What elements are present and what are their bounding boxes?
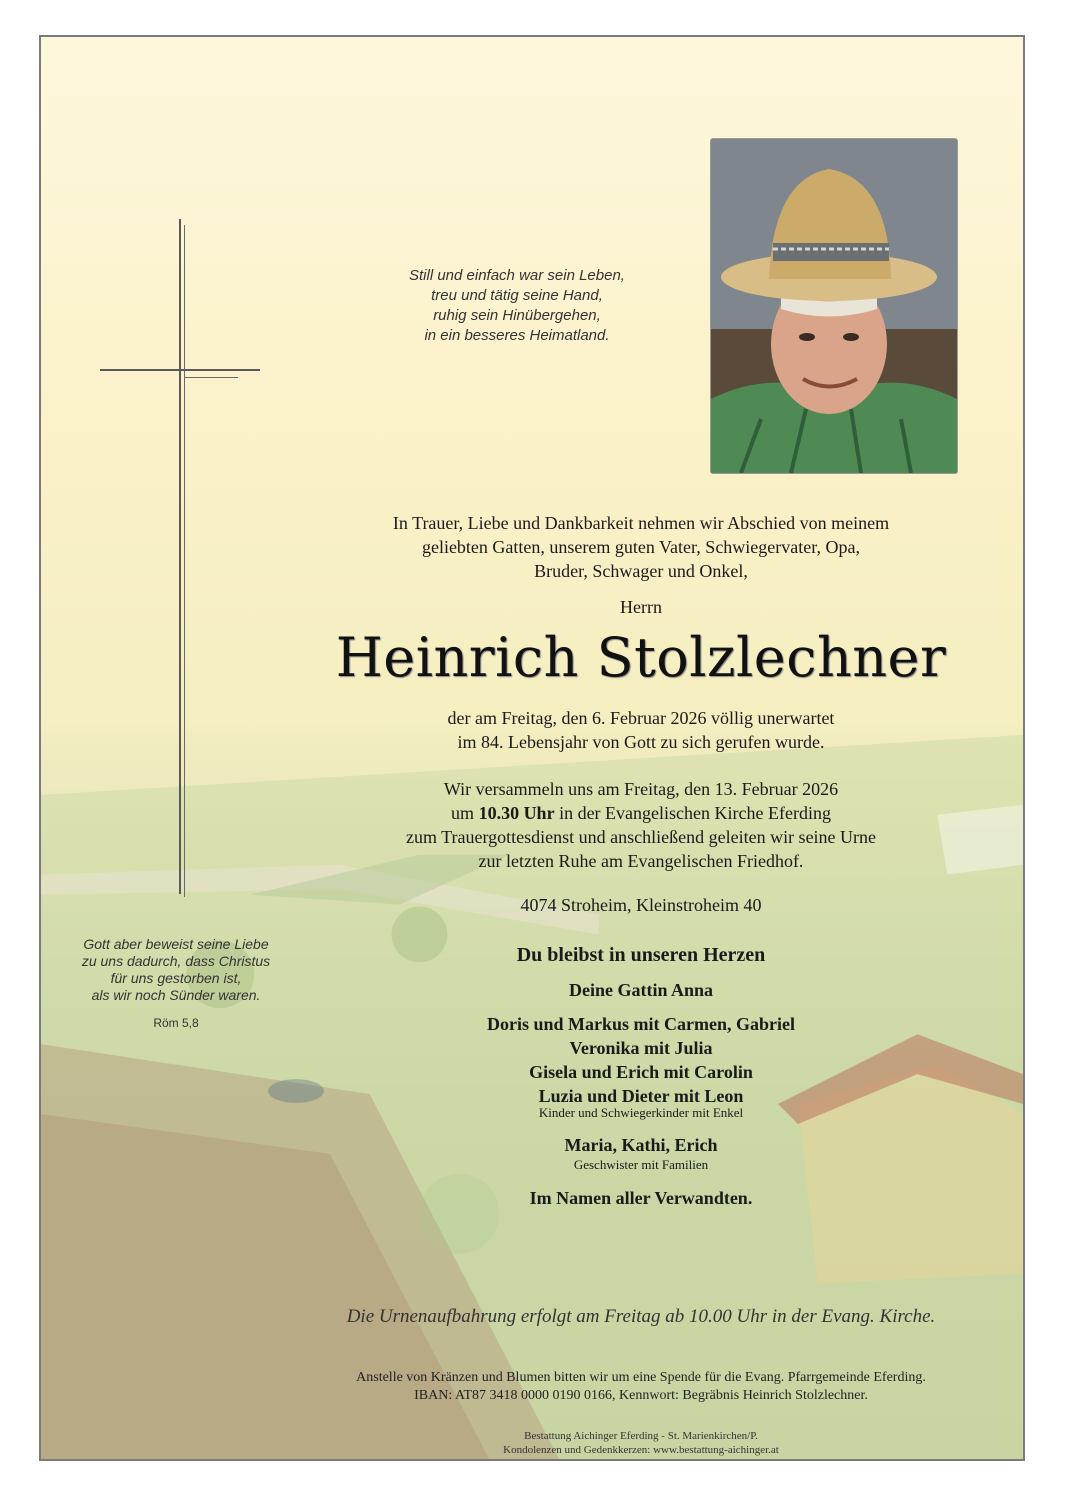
family-children [311, 1012, 971, 1108]
quote-line: zu uns dadurch, dass Christus [81, 953, 271, 969]
children-note: Kinder und Schwiegerkinder mit Enkel [538, 1105, 744, 1120]
footer-line: Bestattung Aichinger Eferding - St. Marienkirchen/P. [524, 1430, 758, 1442]
funeral-home-footer [321, 1429, 961, 1457]
intro-line: Bruder, Schwager und Onkel, [534, 561, 748, 581]
intro-line: geliebten Gatten, unserem guten Vater, Schwiegervater, Opa, [421, 537, 861, 557]
death-line: im 84. Lebensjahr von Gott zu sich gerufen wurde. [457, 732, 825, 752]
donation-note [281, 1369, 1001, 1405]
funeral-line [311, 801, 971, 825]
funeral-line: zur letzten Ruhe am Evangelischen Friedhof. [478, 851, 804, 871]
intro-line: In Trauer, Liebe und Dankbarkeit nehmen wir Abschied von meinem [392, 513, 890, 533]
poem-line: treu und tätig seine Hand, [431, 287, 603, 304]
family-relatives: Im Namen aller Verwandten. [529, 1188, 753, 1208]
death-notice [311, 706, 971, 754]
poem-line: ruhig sein Hinübergehen, [433, 307, 601, 324]
deceased-name: Heinrich Stolzlechner [335, 626, 947, 689]
death-line: der am Freitag, den 6. Februar 2026 völlig unerwartet [447, 708, 835, 728]
funeral-time: 10.30 Uhr [478, 803, 555, 823]
child-line: Doris und Markus mit Carmen, Gabriel [487, 1014, 795, 1034]
salutation: Herrn [620, 597, 662, 617]
family-heading: Du bleibst in unseren Herzen [516, 944, 766, 966]
quote-line: Gott aber beweist seine Liebe [83, 936, 269, 952]
funeral-line: Wir versammeln uns am Freitag, den 13. Februar 2026 [443, 779, 839, 799]
donation-line: IBAN: AT87 3418 0000 0190 0166, Kennwort: Begräbnis Heinrich Stolzlechner. [414, 1388, 868, 1403]
urn-viewing-note: Die Urnenaufbahrung erfolgt am Freitag ab 10.00 Uhr in der Evang. Kirche. [346, 1306, 936, 1327]
address: 4074 Stroheim, Kleinstroheim 40 [520, 895, 762, 915]
cross-vertical-shadow [184, 225, 185, 897]
funeral-details [311, 777, 971, 873]
intro-text [311, 511, 971, 583]
child-line: Gisela und Erich mit Carolin [529, 1062, 753, 1082]
family-wife: Deine Gattin Anna [568, 980, 714, 1000]
child-line: Luzia und Dieter mit Leon [538, 1086, 744, 1106]
cross-horizontal-bar [100, 369, 260, 371]
siblings-note: Geschwister mit Familien [573, 1157, 709, 1172]
bible-quote [61, 936, 291, 1004]
footer-line: Kondolenzen und Gedenkkerzen: www.bestattung-aichinger.at [503, 1444, 779, 1456]
quote-line: als wir noch Sünder waren. [91, 987, 261, 1003]
poem [341, 266, 693, 346]
funeral-line-pre: um [451, 803, 479, 823]
family-siblings: Maria, Kathi, Erich [564, 1135, 718, 1155]
obituary-card [39, 35, 1025, 1461]
donation-line: Anstelle von Kränzen und Blumen bitten wir um eine Spende für die Evang. Pfarrgemeinde Eferding. [356, 1370, 926, 1385]
quote-line: für uns gestorben ist, [110, 970, 242, 986]
cross-horizontal-shadow [184, 377, 238, 378]
child-line: Veronika mit Julia [569, 1038, 713, 1058]
portrait-photo [710, 138, 958, 474]
poem-line: Still und einfach war sein Leben, [409, 267, 625, 284]
poem-line: in ein besseres Heimatland. [424, 327, 610, 344]
funeral-line: zum Trauergottesdienst und anschließend geleiten wir seine Urne [405, 827, 877, 847]
cross-vertical-bar [179, 219, 181, 894]
bible-reference: Röm 5,8 [153, 1016, 199, 1030]
funeral-location: in der Evangelischen Kirche Eferding [554, 803, 831, 823]
